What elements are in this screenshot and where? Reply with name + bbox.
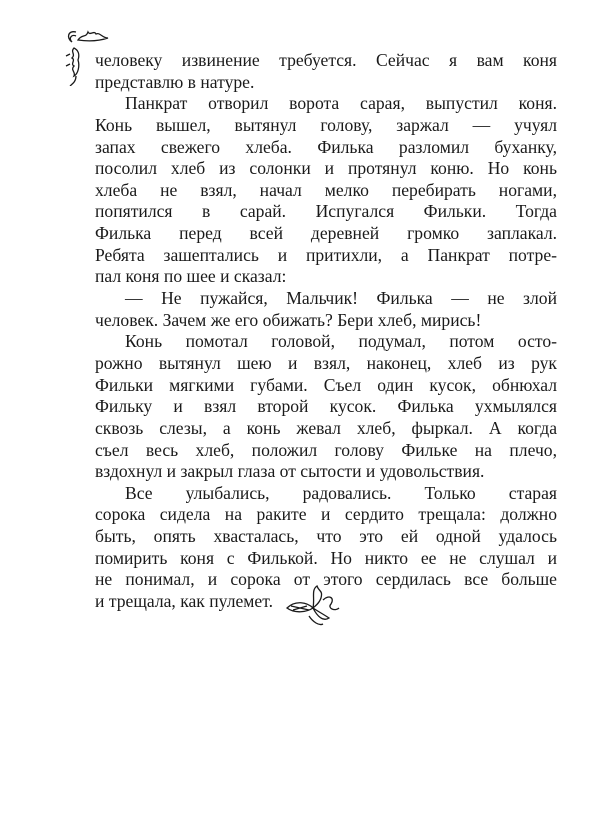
text-line: помирить коня с Филькой. Но никто ее не слушал и	[95, 547, 557, 568]
text-line: запах свежего хлеба. Филька разломил буханку,	[95, 136, 557, 157]
text-line: человек. Зачем же его обижать? Бери хлеб, мирись!	[95, 309, 482, 330]
text-line: сквозь слезы, а конь жевал хлеб, фыркал. А когда	[95, 417, 557, 438]
text-line: Ребята зашептались и притихли, а Панкрат потре-	[95, 244, 557, 265]
end-ornament-icon	[283, 582, 347, 628]
text-line: вздохнул и закрыл глаза от сытости и удовольствия.	[95, 461, 485, 482]
book-page-text	[95, 50, 557, 613]
text-line: рожно вытянул шею и взял, наконец, хлеб из рук	[95, 352, 557, 373]
text-line: — Не пужайся, Мальчик! Филька — не злой	[125, 288, 557, 309]
text-line: человеку извинение требуется. Сейчас я вам коня	[95, 50, 557, 70]
text-line: Фильки мягкими губами. Съел один кусок, обнюхал	[95, 374, 557, 395]
text-line: посолил хлеб из солонки и протянул коню. Но конь	[95, 158, 557, 179]
text-line: Все улыбались, радовались. Только старая	[125, 482, 557, 503]
text-line: представлю в натуре.	[95, 71, 255, 92]
text-line: сорока сидела на раките и сердито трещала: должно	[95, 504, 557, 525]
text-line: Филька перед всей деревней громко заплакал.	[95, 223, 557, 244]
text-line: и трещала, как пулемет.	[95, 591, 273, 612]
text-line: быть, опять хвасталась, что это ей одной удалось	[95, 526, 557, 547]
text-line: хлеба не взял, начал мелко перебирать ногами,	[95, 179, 557, 200]
text-line: не понимал, и сорока от этого сердилась все больше	[95, 569, 557, 590]
text-line: пал коня по шее и сказал:	[95, 266, 287, 287]
text-line: съел весь хлеб, положил голову Фильке на плечо,	[95, 439, 557, 460]
text-line: Фильку и взял второй кусок. Филька ухмылялся	[95, 396, 557, 417]
text-line: Панкрат отворил ворота сарая, выпустил коня.	[125, 93, 557, 114]
text-line: Конь помотал головой, подумал, потом осто-	[125, 331, 557, 352]
text-line: Конь вышел, вытянул голову, заржал — учуял	[95, 114, 557, 135]
text-line: попятился в сарай. Испугался Фильки. Тогда	[95, 201, 557, 222]
